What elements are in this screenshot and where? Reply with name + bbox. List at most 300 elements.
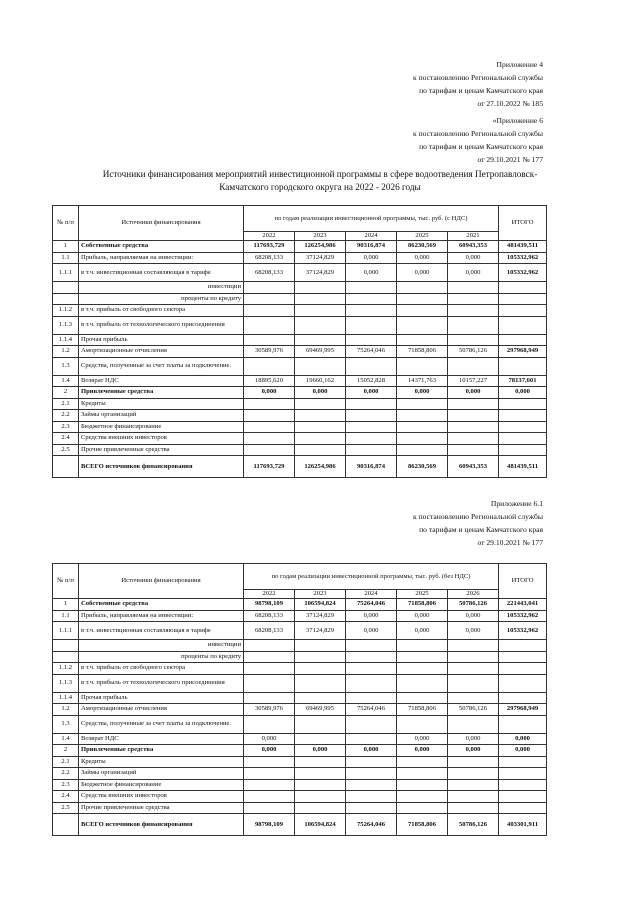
col-num-header: № п/п <box>53 206 79 241</box>
row-year-value <box>346 282 397 294</box>
table-row <box>53 715 547 733</box>
row-year-value: 0,000 <box>346 610 397 622</box>
year-header: 2026 <box>448 590 499 599</box>
row-num: 1.3 <box>53 357 79 375</box>
row-num: 1.1 <box>53 610 79 622</box>
table-row <box>53 398 547 410</box>
row-year-value <box>448 410 499 422</box>
row-num: 2.1 <box>53 756 79 768</box>
table-row <box>53 305 547 317</box>
row-year-value: 126254,986 <box>295 241 346 253</box>
row-year-value <box>346 768 397 780</box>
table-row <box>53 456 547 478</box>
row-total-value <box>499 640 547 652</box>
row-year-value <box>448 357 499 375</box>
row-year-value <box>346 421 397 433</box>
row-year-value: 0,000 <box>448 264 499 282</box>
year-header: 2024 <box>346 590 397 599</box>
row-total-value <box>499 674 547 692</box>
financing-table-without-vat <box>52 563 547 836</box>
row-total-value: 105332,962 <box>499 252 547 264</box>
col-total-header: ИТОГО <box>499 206 547 241</box>
table-row <box>53 346 547 358</box>
appendix-6-line1: «Приложение 6 <box>492 116 543 125</box>
row-num: 1 <box>53 241 79 253</box>
row-num: 1.1.1 <box>53 622 79 640</box>
row-total-value: 78137,601 <box>499 375 547 387</box>
document-title <box>55 168 585 193</box>
year-header: 2022 <box>244 590 295 599</box>
row-year-value: 117693,729 <box>244 241 295 253</box>
row-year-value <box>448 398 499 410</box>
row-year-value: 0,000 <box>346 745 397 757</box>
row-year-value: 18895,620 <box>244 375 295 387</box>
appendix-4-line4: от 27.10.2022 № 185 <box>477 99 543 108</box>
row-total-value: 105332,962 <box>499 622 547 640</box>
table-row <box>53 252 547 264</box>
row-total-value <box>499 398 547 410</box>
table-row <box>53 791 547 803</box>
row-year-value: 0,000 <box>448 387 499 399</box>
row-total-value <box>499 444 547 456</box>
row-year-value: 68208,133 <box>244 610 295 622</box>
row-year-value <box>295 802 346 814</box>
row-year-value <box>346 692 397 704</box>
row-year-value <box>397 663 448 675</box>
row-year-value <box>295 640 346 652</box>
title-line2: Камчатского городского округа на 2022 - 2026 годы <box>219 181 421 192</box>
row-year-value <box>244 692 295 704</box>
row-year-value <box>397 282 448 294</box>
row-year-value <box>244 282 295 294</box>
row-year-value <box>346 715 397 733</box>
row-year-value <box>346 663 397 675</box>
row-year-value <box>397 305 448 317</box>
row-year-value <box>295 715 346 733</box>
row-year-value: 75264,046 <box>346 599 397 611</box>
row-source-name: проценты по кредиту <box>79 293 244 305</box>
row-source-name: Займы организаций <box>79 410 244 422</box>
table-row <box>53 264 547 282</box>
year-header: 2024 <box>346 232 397 241</box>
table-row <box>53 316 547 334</box>
row-year-value: 69469,995 <box>295 704 346 716</box>
row-year-value: 0,000 <box>397 622 448 640</box>
row-source-name: Бюджетное финансирование <box>79 779 244 791</box>
row-year-value: 15052,828 <box>346 375 397 387</box>
row-year-value: 0,000 <box>397 610 448 622</box>
row-year-value <box>346 791 397 803</box>
row-year-value: 126254,986 <box>295 456 346 478</box>
row-year-value <box>397 692 448 704</box>
row-year-value <box>295 674 346 692</box>
row-year-value <box>397 791 448 803</box>
row-year-value: 68208,133 <box>244 622 295 640</box>
table-row <box>53 610 547 622</box>
row-year-value: 0,000 <box>397 252 448 264</box>
row-source-name: Займы организаций <box>79 768 244 780</box>
row-num: 2.2 <box>53 768 79 780</box>
row-year-value <box>295 316 346 334</box>
row-total-value <box>499 293 547 305</box>
row-num: 1.1.2 <box>53 305 79 317</box>
table-row <box>53 357 547 375</box>
row-year-value <box>346 779 397 791</box>
row-year-value <box>448 305 499 317</box>
row-num: 2 <box>53 745 79 757</box>
row-total-value <box>499 802 547 814</box>
table-row <box>53 663 547 675</box>
row-source-name: Привлеченные средства <box>79 387 244 399</box>
row-source-name: Бюджетное финансирование <box>79 421 244 433</box>
table-row <box>53 814 547 836</box>
table-row <box>53 387 547 399</box>
row-year-value <box>448 444 499 456</box>
row-year-value <box>448 768 499 780</box>
row-year-value: 0,000 <box>448 252 499 264</box>
row-total-value: 105332,962 <box>499 610 547 622</box>
row-total-value <box>499 768 547 780</box>
row-year-value: 75264,046 <box>346 346 397 358</box>
row-num: 1.2 <box>53 346 79 358</box>
row-year-value: 50786,126 <box>448 599 499 611</box>
row-year-value: 86230,569 <box>397 241 448 253</box>
row-source-name: в т.ч. прибыль от технологического присоединения <box>79 316 244 334</box>
row-source-name: Собственные средства <box>79 599 244 611</box>
row-year-value <box>397 357 448 375</box>
row-year-value <box>346 640 397 652</box>
row-year-value: 37124,829 <box>295 610 346 622</box>
row-year-value <box>346 357 397 375</box>
row-year-value <box>295 357 346 375</box>
year-header: 2023 <box>295 232 346 241</box>
col-period-header: по годам реализации инвестиционной программы, тыс. руб. (с НДС) <box>244 206 499 232</box>
row-year-value: 69469,995 <box>295 346 346 358</box>
row-year-value: 60943,353 <box>448 241 499 253</box>
row-num: 2.4 <box>53 791 79 803</box>
col-num-header: № п/п <box>53 564 79 599</box>
table-row <box>53 421 547 433</box>
row-year-value <box>346 334 397 346</box>
row-year-value <box>244 398 295 410</box>
row-year-value <box>448 802 499 814</box>
row-year-value <box>397 444 448 456</box>
row-year-value <box>244 421 295 433</box>
row-year-value: 10157,227 <box>448 375 499 387</box>
row-year-value <box>244 293 295 305</box>
row-num <box>53 640 79 652</box>
appendix-4-header <box>413 58 543 110</box>
row-year-value <box>397 421 448 433</box>
row-year-value <box>244 768 295 780</box>
row-year-value <box>448 674 499 692</box>
table-row <box>53 733 547 745</box>
row-year-value: 90316,874 <box>346 241 397 253</box>
appendix-4-line2: к постановлению Региональной службы <box>412 73 543 82</box>
row-year-value: 0,000 <box>397 264 448 282</box>
row-total-value <box>499 282 547 294</box>
row-year-value <box>244 410 295 422</box>
row-year-value: 0,000 <box>397 733 448 745</box>
appendix-4-line3: по тарифам и ценам Камчатского края <box>419 86 543 95</box>
row-year-value: 37124,829 <box>295 264 346 282</box>
row-source-name: Средства внешних инвесторов <box>79 433 244 445</box>
row-year-value <box>295 398 346 410</box>
row-year-value <box>448 640 499 652</box>
appendix-6-header <box>413 114 543 166</box>
row-year-value <box>448 756 499 768</box>
row-num: 1 <box>53 599 79 611</box>
table-row <box>53 745 547 757</box>
table-row <box>53 334 547 346</box>
row-total-value: 105332,962 <box>499 264 547 282</box>
table-row <box>53 779 547 791</box>
row-source-name: проценты по кредиту <box>79 651 244 663</box>
row-year-value <box>448 293 499 305</box>
row-year-value: 0,000 <box>346 622 397 640</box>
row-source-name: в т.ч. инвестиционная составляющая в тарифе <box>79 622 244 640</box>
row-year-value: 86230,569 <box>397 456 448 478</box>
row-total-value: 297968,949 <box>499 704 547 716</box>
row-year-value: 30589,976 <box>244 346 295 358</box>
appendix-6-line2: к постановлению Региональной службы <box>412 129 543 138</box>
row-year-value <box>448 651 499 663</box>
row-year-value <box>346 433 397 445</box>
row-num: 1.4 <box>53 733 79 745</box>
row-total-value <box>499 663 547 675</box>
row-year-value: 0,000 <box>244 745 295 757</box>
row-year-value: 0,000 <box>448 610 499 622</box>
appendix-6-1-line2: к постановлению Региональной службы <box>412 512 543 521</box>
table-row <box>53 375 547 387</box>
row-num: 1.1.3 <box>53 316 79 334</box>
row-source-name: Возврат НДС <box>79 733 244 745</box>
row-year-value: 14371,763 <box>397 375 448 387</box>
row-source-name: ВСЕГО источников финансирования <box>79 814 244 836</box>
row-num: 1.2 <box>53 704 79 716</box>
row-num: 2.3 <box>53 779 79 791</box>
col-total-header: ИТОГО <box>499 564 547 599</box>
row-year-value <box>295 692 346 704</box>
year-header: 2025 <box>397 232 448 241</box>
appendix-6-1-line4: от 29.10.2021 № 177 <box>477 538 543 547</box>
row-source-name: в т.ч. инвестиционная составляющая в тарифе <box>79 264 244 282</box>
row-year-value <box>244 305 295 317</box>
row-year-value <box>295 293 346 305</box>
row-total-value <box>499 316 547 334</box>
table-row <box>53 599 547 611</box>
year-header: 2021 <box>448 232 499 241</box>
table-row <box>53 241 547 253</box>
row-source-name: инвестиции <box>79 282 244 294</box>
row-num: 1.1.1 <box>53 264 79 282</box>
row-source-name: Амортизационные отчисления <box>79 704 244 716</box>
row-year-value <box>448 715 499 733</box>
row-source-name: Прочие привлеченные средства <box>79 802 244 814</box>
row-year-value <box>448 421 499 433</box>
row-total-value: 0,000 <box>499 387 547 399</box>
row-num: 1.1.2 <box>53 663 79 675</box>
row-source-name: в т.ч. прибыль от свободного сектора <box>79 663 244 675</box>
row-total-value: 297968,949 <box>499 346 547 358</box>
row-year-value <box>295 756 346 768</box>
row-year-value <box>295 663 346 675</box>
row-source-name: Средства, полученные за счет платы за подключение. <box>79 715 244 733</box>
row-year-value: 30589,976 <box>244 704 295 716</box>
row-num <box>53 293 79 305</box>
row-year-value <box>448 316 499 334</box>
row-year-value <box>295 768 346 780</box>
row-total-value <box>499 433 547 445</box>
row-year-value <box>397 316 448 334</box>
row-year-value <box>397 410 448 422</box>
row-year-value <box>397 433 448 445</box>
row-year-value <box>295 733 346 745</box>
row-year-value <box>397 640 448 652</box>
row-year-value <box>346 316 397 334</box>
row-num: 1.4 <box>53 375 79 387</box>
row-year-value <box>397 334 448 346</box>
row-year-value: 60943,353 <box>448 456 499 478</box>
row-num <box>53 456 79 478</box>
row-year-value <box>397 802 448 814</box>
row-year-value <box>295 305 346 317</box>
col-source-header: Источники финансирования <box>79 206 244 241</box>
row-num <box>53 651 79 663</box>
table-row <box>53 622 547 640</box>
row-year-value: 0,000 <box>448 622 499 640</box>
row-year-value: 50786,126 <box>448 814 499 836</box>
row-total-value: 0,000 <box>499 745 547 757</box>
row-total-value: 481439,511 <box>499 456 547 478</box>
row-source-name: Возврат НДС <box>79 375 244 387</box>
row-num: 2.5 <box>53 802 79 814</box>
row-source-name: в т.ч. прибыль от технологического присоединения <box>79 674 244 692</box>
row-year-value <box>244 316 295 334</box>
table-row <box>53 651 547 663</box>
row-total-value <box>499 779 547 791</box>
row-year-value <box>295 444 346 456</box>
appendix-6-line4: от 29.10.2021 № 177 <box>477 155 543 164</box>
row-year-value: 71858,806 <box>397 599 448 611</box>
row-year-value <box>295 410 346 422</box>
row-year-value: 106594,824 <box>295 814 346 836</box>
row-year-value <box>346 444 397 456</box>
row-year-value <box>346 293 397 305</box>
row-total-value <box>499 791 547 803</box>
row-year-value: 0,000 <box>295 387 346 399</box>
row-year-value: 0,000 <box>346 387 397 399</box>
row-year-value <box>346 674 397 692</box>
row-year-value: 90316,874 <box>346 456 397 478</box>
row-total-value: 481439,511 <box>499 241 547 253</box>
row-total-value <box>499 651 547 663</box>
row-num: 2 <box>53 387 79 399</box>
table-row <box>53 692 547 704</box>
row-year-value: 50786,126 <box>448 346 499 358</box>
year-header: 2025 <box>397 590 448 599</box>
row-year-value <box>244 651 295 663</box>
row-year-value <box>397 674 448 692</box>
row-year-value: 0,000 <box>397 745 448 757</box>
row-year-value: 50786,126 <box>448 704 499 716</box>
title-line1: Источники финансирования мероприятий инвестиционной программы в сфере водоотведения Петропавловск- <box>102 169 538 179</box>
row-year-value <box>244 640 295 652</box>
row-year-value <box>295 779 346 791</box>
row-year-value: 106594,824 <box>295 599 346 611</box>
row-total-value <box>499 334 547 346</box>
appendix-6-1-line3: по тарифам и ценам Камчатского края <box>419 525 543 534</box>
table-row <box>53 433 547 445</box>
row-year-value: 0,000 <box>244 387 295 399</box>
row-year-value <box>346 410 397 422</box>
row-total-value <box>499 715 547 733</box>
appendix-6-line3: по тарифам и ценам Камчатского края <box>419 142 543 151</box>
row-source-name: Прочие привлеченные средства <box>79 444 244 456</box>
row-year-value <box>448 282 499 294</box>
table-row <box>53 768 547 780</box>
table-row <box>53 282 547 294</box>
row-year-value <box>295 791 346 803</box>
row-year-value <box>244 444 295 456</box>
row-year-value <box>397 768 448 780</box>
row-year-value: 75264,046 <box>346 814 397 836</box>
row-source-name: Прочая прибыль <box>79 334 244 346</box>
row-year-value <box>244 791 295 803</box>
row-source-name: Собственные средства <box>79 241 244 253</box>
row-year-value <box>244 357 295 375</box>
row-year-value <box>397 756 448 768</box>
row-source-name: инвестиции <box>79 640 244 652</box>
table-row <box>53 756 547 768</box>
row-year-value <box>244 674 295 692</box>
row-year-value: 71858,806 <box>397 346 448 358</box>
row-year-value <box>397 651 448 663</box>
table-row <box>53 674 547 692</box>
row-source-name: в т.ч. прибыль от свободного сектора <box>79 305 244 317</box>
row-num: 2.3 <box>53 421 79 433</box>
row-total-value: 221443,041 <box>499 599 547 611</box>
row-year-value <box>346 398 397 410</box>
row-num: 1.1.3 <box>53 674 79 692</box>
row-year-value <box>295 651 346 663</box>
row-year-value: 98798,109 <box>244 814 295 836</box>
table-row <box>53 410 547 422</box>
row-year-value <box>448 433 499 445</box>
row-year-value <box>244 334 295 346</box>
row-year-value: 75264,046 <box>346 704 397 716</box>
row-year-value <box>244 433 295 445</box>
appendix-4-line1: Приложение 4 <box>496 60 543 69</box>
row-num: 2.2 <box>53 410 79 422</box>
row-num: 1.1 <box>53 252 79 264</box>
table-row <box>53 802 547 814</box>
row-num: 1.1.4 <box>53 692 79 704</box>
row-year-value: 98798,109 <box>244 599 295 611</box>
row-num: 1.3 <box>53 715 79 733</box>
row-source-name: Амортизационные отчисления <box>79 346 244 358</box>
row-year-value <box>448 779 499 791</box>
row-num: 2.1 <box>53 398 79 410</box>
row-year-value: 71858,806 <box>397 704 448 716</box>
row-year-value: 0,000 <box>346 252 397 264</box>
row-year-value: 0,000 <box>295 745 346 757</box>
row-year-value: 68208,133 <box>244 252 295 264</box>
row-total-value <box>499 357 547 375</box>
appendix-6-1-line1: Приложение 6.1 <box>490 499 543 508</box>
row-num: 1.1.4 <box>53 334 79 346</box>
row-year-value: 0,000 <box>448 733 499 745</box>
